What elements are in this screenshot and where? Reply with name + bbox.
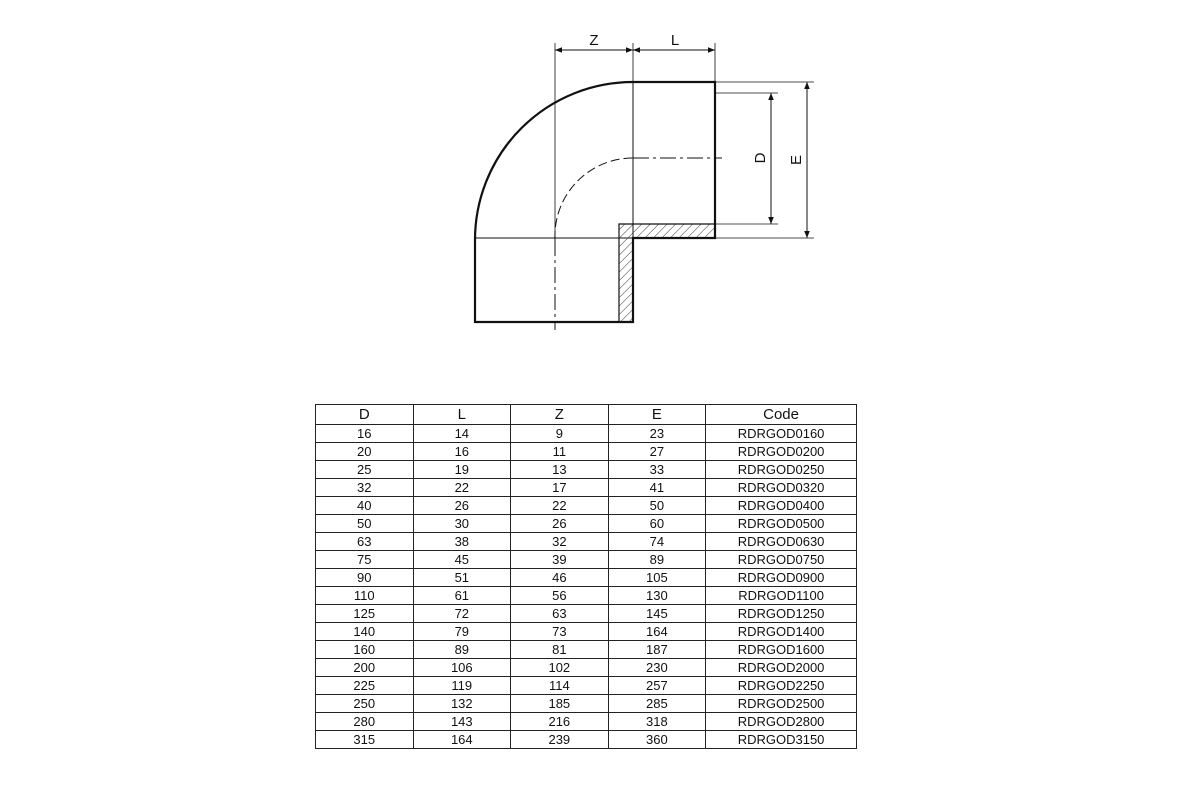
- cell-z: 81: [511, 641, 609, 659]
- cell-e: 145: [608, 605, 706, 623]
- table-row: [316, 605, 857, 623]
- cell-d: 250: [316, 695, 414, 713]
- cell-e: 318: [608, 713, 706, 731]
- cell-code: RDRGOD2500: [706, 695, 857, 713]
- cell-code: RDRGOD1100: [706, 587, 857, 605]
- cell-l: 106: [413, 659, 511, 677]
- cell-z: 9: [511, 425, 609, 443]
- cell-l: 14: [413, 425, 511, 443]
- table-row: [316, 659, 857, 677]
- table-row: [316, 551, 857, 569]
- cell-z: 32: [511, 533, 609, 551]
- cell-e: 33: [608, 461, 706, 479]
- cell-code: RDRGOD2800: [706, 713, 857, 731]
- cell-d: 16: [316, 425, 414, 443]
- table-row: [316, 731, 857, 749]
- cell-d: 63: [316, 533, 414, 551]
- cell-code: RDRGOD0900: [706, 569, 857, 587]
- cell-l: 38: [413, 533, 511, 551]
- cell-code: RDRGOD1400: [706, 623, 857, 641]
- cell-d: 160: [316, 641, 414, 659]
- table-row: [316, 443, 857, 461]
- cell-z: 46: [511, 569, 609, 587]
- table-row: [316, 461, 857, 479]
- cell-code: RDRGOD2250: [706, 677, 857, 695]
- cell-e: 285: [608, 695, 706, 713]
- cell-e: 23: [608, 425, 706, 443]
- cell-d: 50: [316, 515, 414, 533]
- cell-z: 102: [511, 659, 609, 677]
- cell-l: 79: [413, 623, 511, 641]
- elbow-outline: [475, 82, 715, 322]
- cell-d: 20: [316, 443, 414, 461]
- cell-l: 164: [413, 731, 511, 749]
- cell-l: 51: [413, 569, 511, 587]
- table-row: [316, 479, 857, 497]
- cell-d: 32: [316, 479, 414, 497]
- cell-code: RDRGOD0630: [706, 533, 857, 551]
- cell-z: 39: [511, 551, 609, 569]
- cell-e: 60: [608, 515, 706, 533]
- cell-d: 315: [316, 731, 414, 749]
- cell-code: RDRGOD2000: [706, 659, 857, 677]
- cell-e: 105: [608, 569, 706, 587]
- table-row: [316, 425, 857, 443]
- cell-z: 216: [511, 713, 609, 731]
- table-row: [316, 641, 857, 659]
- table-row: [316, 713, 857, 731]
- cell-code: RDRGOD0200: [706, 443, 857, 461]
- cell-z: 56: [511, 587, 609, 605]
- cell-z: 22: [511, 497, 609, 515]
- header-l: L: [413, 405, 511, 425]
- cell-code: RDRGOD0400: [706, 497, 857, 515]
- cell-d: 280: [316, 713, 414, 731]
- cell-d: 200: [316, 659, 414, 677]
- dimension-label-d: D: [752, 152, 769, 164]
- table-header-row: [316, 405, 857, 425]
- dimension-label-e: E: [788, 154, 805, 166]
- cell-z: 73: [511, 623, 609, 641]
- table-row: [316, 533, 857, 551]
- dimension-label-z: Z: [589, 32, 599, 49]
- cell-e: 41: [608, 479, 706, 497]
- cell-code: RDRGOD0750: [706, 551, 857, 569]
- cell-l: 45: [413, 551, 511, 569]
- cell-d: 140: [316, 623, 414, 641]
- cell-e: 187: [608, 641, 706, 659]
- table-row: [316, 587, 857, 605]
- cell-code: RDRGOD0250: [706, 461, 857, 479]
- header-d: D: [316, 405, 414, 425]
- cell-z: 63: [511, 605, 609, 623]
- cell-code: RDRGOD1600: [706, 641, 857, 659]
- cell-d: 110: [316, 587, 414, 605]
- cell-e: 27: [608, 443, 706, 461]
- table-row: [316, 677, 857, 695]
- cell-e: 89: [608, 551, 706, 569]
- cell-d: 90: [316, 569, 414, 587]
- cell-z: 11: [511, 443, 609, 461]
- cell-code: RDRGOD0320: [706, 479, 857, 497]
- table-row: [316, 623, 857, 641]
- cell-d: 25: [316, 461, 414, 479]
- dimensions-table: [315, 404, 857, 749]
- cell-code: RDRGOD0160: [706, 425, 857, 443]
- cell-l: 16: [413, 443, 511, 461]
- cell-z: 114: [511, 677, 609, 695]
- cell-l: 132: [413, 695, 511, 713]
- cell-z: 13: [511, 461, 609, 479]
- cell-z: 239: [511, 731, 609, 749]
- cell-l: 22: [413, 479, 511, 497]
- cell-code: RDRGOD0500: [706, 515, 857, 533]
- dimension-label-l: L: [670, 32, 680, 49]
- table-row: [316, 497, 857, 515]
- cell-z: 17: [511, 479, 609, 497]
- cell-code: RDRGOD1250: [706, 605, 857, 623]
- cell-e: 74: [608, 533, 706, 551]
- cell-e: 257: [608, 677, 706, 695]
- cell-l: 61: [413, 587, 511, 605]
- cell-l: 30: [413, 515, 511, 533]
- cell-e: 230: [608, 659, 706, 677]
- cell-l: 19: [413, 461, 511, 479]
- cell-d: 125: [316, 605, 414, 623]
- cell-l: 143: [413, 713, 511, 731]
- header-e: E: [608, 405, 706, 425]
- table-body: [316, 425, 857, 749]
- cell-z: 185: [511, 695, 609, 713]
- cell-e: 360: [608, 731, 706, 749]
- cell-l: 26: [413, 497, 511, 515]
- cell-e: 164: [608, 623, 706, 641]
- cell-d: 225: [316, 677, 414, 695]
- cell-l: 72: [413, 605, 511, 623]
- cell-d: 40: [316, 497, 414, 515]
- table-row: [316, 695, 857, 713]
- cell-e: 130: [608, 587, 706, 605]
- header-code: Code: [706, 405, 857, 425]
- cell-code: RDRGOD3150: [706, 731, 857, 749]
- cell-e: 50: [608, 497, 706, 515]
- table-row: [316, 515, 857, 533]
- cell-d: 75: [316, 551, 414, 569]
- cell-l: 119: [413, 677, 511, 695]
- cell-l: 89: [413, 641, 511, 659]
- header-z: Z: [511, 405, 609, 425]
- table-row: [316, 569, 857, 587]
- cell-z: 26: [511, 515, 609, 533]
